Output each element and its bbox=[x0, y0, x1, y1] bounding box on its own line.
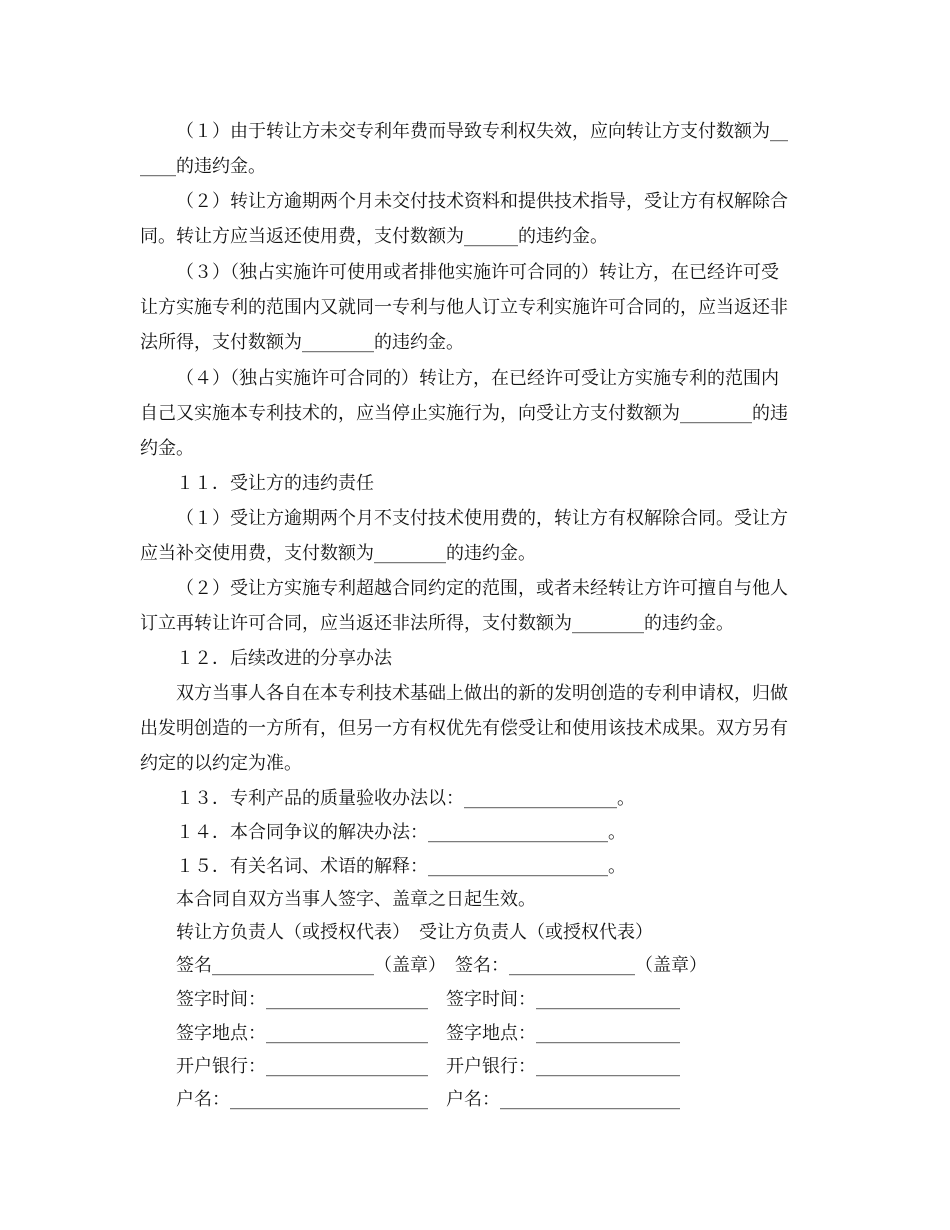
clause-10-4-line-3: 约金。 bbox=[140, 438, 194, 459]
clause-11-1-line-1: （１）受让方逾期两个月不支付技术使用费的，转让方有权解除合同。受让方 bbox=[176, 508, 788, 529]
sign-place-row: 签字地点：__________________ 签字地点：________________ bbox=[176, 1023, 680, 1044]
clause-10-4-line-2: 自己又实施本专利技术的，应当停止实施行为，向受让方支付数额为________的违 bbox=[140, 403, 788, 424]
clause-11-2-line-2: 订立再转让许可合同，应当返还非法所得，支付数额为________的违约金。 bbox=[140, 613, 734, 634]
clause-10-1-line-1: （１）由于转让方未交专利年费而导致专利权失效，应向转让方支付数额为__ bbox=[176, 121, 788, 142]
sign-time-row: 签字时间：__________________ 签字时间：________________ bbox=[176, 989, 680, 1010]
account-name-row: 户名：______________________ 户名：____________________ bbox=[176, 1089, 680, 1110]
clause-10-3-line-1: （３）（独占实施许可使用或者排他实施许可合同的）转让方，在已经许可受 bbox=[176, 262, 779, 283]
bank-row: 开户银行：__________________ 开户银行：________________ bbox=[176, 1056, 680, 1077]
clause-10-3-line-2: 让方实施专利的范围内又就同一专利与他人订立专利实施许可合同的，应当返还非 bbox=[140, 297, 788, 318]
section-12-body-line-2: 出发明创造的一方所有，但另一方有权优先有偿受让和使用该技术成果。双方另有 bbox=[140, 718, 788, 739]
clause-10-4-line-1: （４）（独占实施许可合同的）转让方，在已经许可受让方实施专利的范围内 bbox=[176, 368, 779, 389]
clause-10-3-line-3: 法所得，支付数额为________的违约金。 bbox=[140, 332, 464, 353]
section-14-line: １４．本合同争议的解决办法：____________________。 bbox=[176, 822, 626, 843]
clause-11-1-line-2: 应当补交使用费，支付数额为________的违约金。 bbox=[140, 543, 536, 564]
section-12-body-line-1: 双方当事人各自在本专利技术基础上做出的新的发明创造的专利申请权，归做 bbox=[176, 683, 788, 704]
signature-row: 签名__________________（盖章） 签名：______________（盖章） bbox=[176, 955, 707, 976]
section-13-line: １３．专利产品的质量验收办法以：_________________。 bbox=[176, 788, 635, 809]
clause-10-2-line-2: 同。转让方应当返还使用费，支付数额为______的违约金。 bbox=[140, 226, 608, 247]
section-12-body-line-3: 约定的以约定为准。 bbox=[140, 753, 302, 774]
signatory-headers: 转让方负责人（或授权代表） 受让方负责人（或授权代表） bbox=[176, 922, 653, 943]
clause-10-1-line-2: ____的违约金。 bbox=[140, 156, 266, 177]
clause-10-2-line-1: （２）转让方逾期两个月未交付技术资料和提供技术指导，受让方有权解除合 bbox=[176, 191, 788, 212]
section-11-heading: １１．受让方的违约责任 bbox=[176, 473, 374, 494]
effective-clause: 本合同自双方当事人签字、盖章之日起生效。 bbox=[176, 889, 536, 910]
section-15-line: １５．有关名词、术语的解释：____________________。 bbox=[176, 856, 626, 877]
clause-11-2-line-1: （２）受让方实施专利超越合同约定的范围，或者未经转让方许可擅自与他人 bbox=[176, 578, 788, 599]
section-12-heading: １２．后续改进的分享办法 bbox=[176, 648, 392, 669]
